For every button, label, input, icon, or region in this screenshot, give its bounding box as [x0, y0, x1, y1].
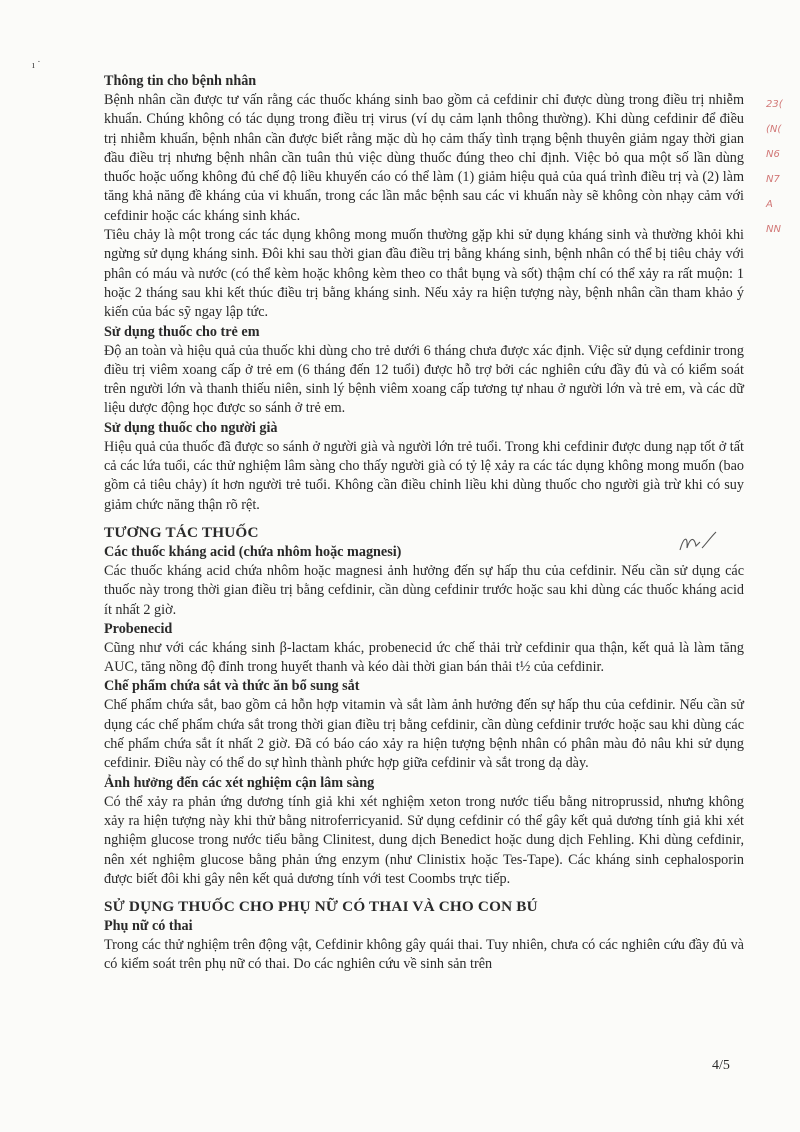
- subsection-heading: Chế phẩm chứa sắt và thức ăn bổ sung sắt: [104, 678, 360, 695]
- document-body: [104, 72, 744, 975]
- paragraph: Cũng như với các kháng sinh β-lactam khác, probenecid ức chế thải trừ cefdinir qua thận, kết quả là làm tăng AUC, tăng nồng độ đỉnh trong huyết thanh và kéo dài thời gian bán thải t½ của cefdinir.: [104, 639, 744, 676]
- paragraph: Tiêu chảy là một trong các tác dụng không mong muốn thường gặp khi sử dụng kháng sinh và thường khỏi khi ngừng sử dụng kháng sinh. Đôi khi sau thời gian đầu điều trị bằng kháng sinh, bệnh nhân có thể bị tiêu chảy với phân có máu và nước (có thể kèm hoặc không kèm theo co thắt bụng và sốt) thậm chí có thể xảy ra rất muộn: 1 hoặc 2 tháng sau khi kết thúc điều trị bằng kháng sinh. Nếu xảy ra hiện tượng này, bệnh nhân cần tham khảo ý kiến của bác sỹ ngay lập tức.: [104, 227, 744, 321]
- section-heading: TƯƠNG TÁC THUỐC: [104, 523, 259, 541]
- subsection-heading: Sử dụng thuốc cho trẻ em: [104, 323, 260, 340]
- subsection-heading: Thông tin cho bệnh nhân: [104, 73, 257, 89]
- paragraph: Các thuốc kháng acid chứa nhôm hoặc magnesi ảnh hưởng đến sự hấp thu của cefdinir. Nếu cần sử dụng các thuốc này trong thời gian điều trị bằng cefdinir, cần dùng cefdinir trước hoặc sau khi dùng các thuốc kháng acid ít nhất 2 giờ.: [104, 562, 744, 618]
- paragraph: Hiệu quả của thuốc đã được so sánh ở người già và người lớn trẻ tuổi. Trong khi cefdinir được dung nạp tốt ở tất cả các lứa tuổi, các thử nghiệm lâm sàng cho thấy người già có tỷ lệ xảy ra các tác dụng không mong muốn (bao gồm cả tiêu chảy) ít hơn người trẻ tuổi. Không cần điều chỉnh liều khi dùng thuốc cho người già trừ khi có suy giảm chức năng thận rõ rệt.: [104, 438, 744, 513]
- page-number: 4/5: [712, 1058, 730, 1073]
- side-stamp: 23( (N( N6 N7 A NN: [766, 99, 783, 235]
- subsection-heading: Sử dụng thuốc cho người già: [104, 419, 278, 436]
- section-heading: SỬ DỤNG THUỐC CHO PHỤ NỮ CÓ THAI VÀ CHO CON BÚ: [104, 898, 538, 916]
- scan-mark: ı ˙: [32, 60, 41, 71]
- paragraph: Chế phẩm chứa sắt, bao gồm cả hỗn hợp vitamin và sắt làm ảnh hưởng đến sự hấp thu của cefdinir. Nếu cần sử dụng các chế phẩm chứa sắt trong thời gian điều trị bằng cefdinir, cần dùng cefdinir trước hoặc sau khi dùng các chế phẩm chứa sắt ít nhất 2 giờ. Đã có báo cáo xảy ra hiện tượng bệnh nhân có phân màu đỏ nâu khi sử dụng cefdinir. Điều này có thể do sự hình thành phức hợp giữa cefdinir và sắt trong dạ dày.: [104, 697, 744, 772]
- subsection-heading: Probenecid: [104, 620, 173, 637]
- paragraph: Có thể xảy ra phản ứng dương tính giả khi xét nghiệm xeton trong nước tiểu bằng nitroprussid, nhưng không xảy ra hiện tượng này khi thử bằng nitroferricyanid. Sử dụng cefdinir có thể gây kết quả dương tính giả khi xét nghiệm glucose trong nước tiểu bằng Clinitest, dung dịch Benedict hoặc dung dịch Fehling. Khi dùng cefdinir, nên xét nghiệm glucose bằng phản ứng enzym (như Clinistix hoặc Tes-Tape). Các kháng sinh cephalosporin được biết đôi khi gây nên kết quả dương tính với test Coombs trực tiếp.: [104, 793, 744, 887]
- paragraph: Bệnh nhân cần được tư vấn rằng các thuốc kháng sinh bao gồm cả cefdinir chỉ được dùng trong điều trị nhiễm khuẩn. Chúng không có tác dụng trong điều trị virus (ví dụ cảm lạnh thông thường). Khi dùng cefdinir để điều trị nhiễm khuẩn, bệnh nhân cần được biết rằng mặc dù họ cảm thấy tình trạng bệnh thuyên giảm ngay thời gian đầu điều trị nhưng bệnh nhân cần tuân thủ việc dùng thuốc đúng theo chỉ định. Việc bỏ qua một số lần dùng thuốc hoặc uống không đủ chế độ liều khuyến cáo có thể làm (1) giảm hiệu quả của quá trình điều trị và (2) làm tăng khả năng đề kháng của vi khuẩn, trong các lần mắc bệnh sau các vi khuẩn này sẽ không còn nhạy cảm với cefdinir hoặc các kháng sinh khác.: [104, 92, 744, 224]
- subsection-heading: Ảnh hưởng đến các xét nghiệm cận lâm sàng: [104, 774, 375, 791]
- subsection-heading: Phụ nữ có thai: [104, 918, 193, 935]
- subsection-heading: Các thuốc kháng acid (chứa nhôm hoặc magnesi): [104, 543, 402, 560]
- paragraph: Độ an toàn và hiệu quả của thuốc khi dùng cho trẻ dưới 6 tháng chưa được xác định. Việc sử dụng cefdinir trong điều trị viêm xoang cấp ở trẻ em (6 tháng đến 12 tuổi) được hỗ trợ bởi các nghiên cứu đầy đủ và có kiểm soát trên người lớn và thanh thiếu niên, sinh lý bệnh viêm xoang cấp tương tự nhau ở người lớn và trẻ em, và các dữ liệu dược động học được so sánh ở trẻ em.: [104, 342, 744, 417]
- paragraph: Trong các thử nghiệm trên động vật, Cefdinir không gây quái thai. Tuy nhiên, chưa có các nghiên cứu đầy đủ và có kiểm soát trên phụ nữ có thai. Do các nghiên cứu về sinh sản trên: [104, 937, 744, 973]
